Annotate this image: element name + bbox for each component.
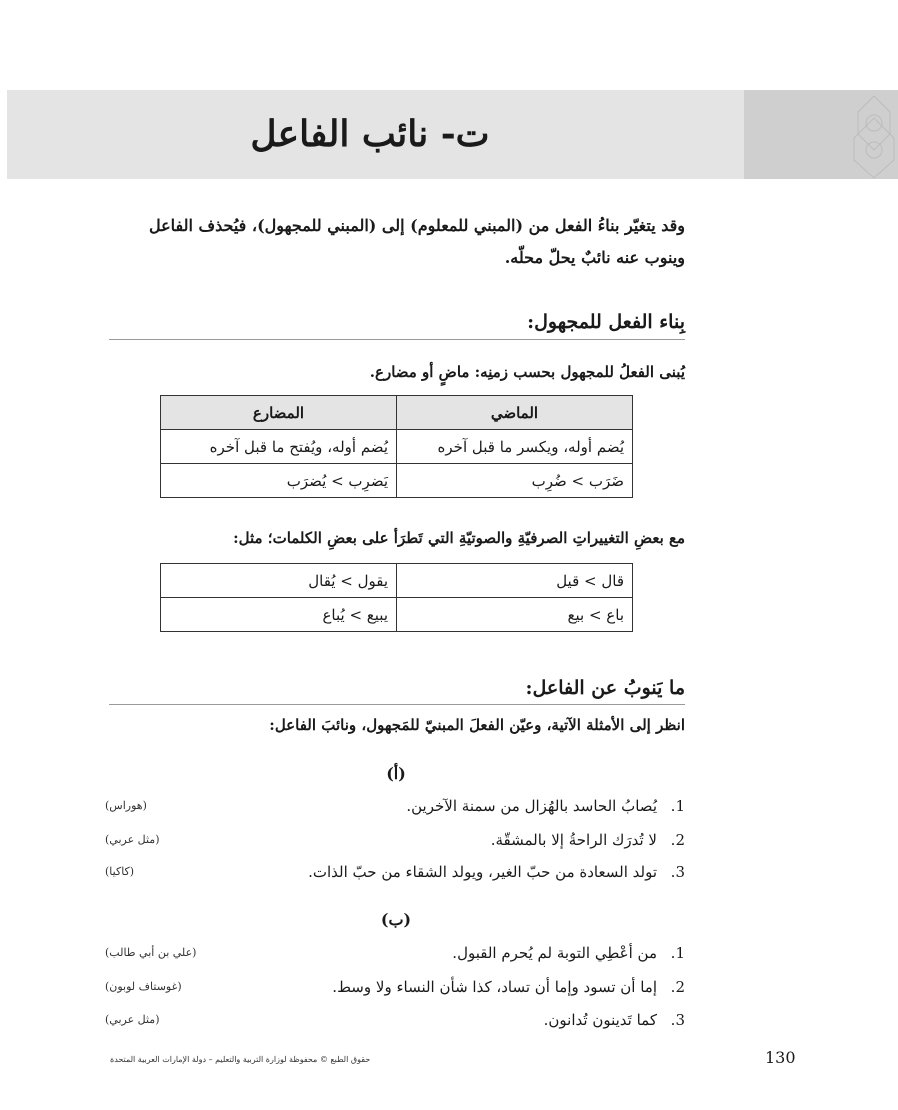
list-item	[105, 831, 685, 855]
table-row	[161, 464, 633, 498]
item-source: (مثل عربي)	[105, 1013, 160, 1026]
table-header-cell: المضارع	[161, 396, 397, 430]
list-item	[105, 978, 685, 1002]
item-text: من أعْطِي التوبة لم يُحرم القبول.	[452, 944, 657, 962]
table-cell: يُضم أوله، ويكسر ما قبل آخره	[397, 430, 633, 464]
lead-verb-tense: يُبنى الفعلُ للمجهول بحسب زمنِه: ماضٍ أو مضارع.	[369, 363, 685, 381]
item-text: إما أن تسود وإما أن تساد، كذا شأن النساء ولا وسط.	[332, 978, 657, 996]
ornament-icon	[850, 90, 898, 179]
group-a-label: (أ)	[386, 764, 406, 783]
table-header-row	[161, 396, 633, 430]
list-item	[105, 1011, 685, 1035]
item-number: 1.	[670, 797, 685, 815]
table-cell: باع > بيع	[397, 598, 633, 632]
section-heading-passive-verb: بِناء الفعل للمجهول:	[527, 311, 685, 333]
item-text: كما تَدينون تُدانون.	[543, 1011, 657, 1029]
intro-paragraph: وقد يتغيّر بناءُ الفعل من (المبني للمعلوم) إلى (المبني للمجهول)، فيُحذف الفاعل وينوب عنه نائبٌ يحلّ محلّه.	[149, 216, 685, 267]
item-number: 3.	[670, 863, 685, 881]
title-tab	[744, 90, 898, 179]
item-number: 2.	[670, 978, 685, 996]
table-cell: يبيع > يُباع	[161, 598, 397, 632]
item-number: 2.	[670, 831, 685, 849]
item-text: لا تُدرَك الراحةُ إلا بالمشقّة.	[490, 831, 657, 849]
item-text: تولد السعادة من حبّ الغير، ويولد الشقاء من حبّ الذات.	[308, 863, 657, 881]
section-divider	[109, 704, 685, 705]
table-cell: ضَرَب > ضُرِب	[397, 464, 633, 498]
section-divider	[109, 339, 685, 340]
table-header-cell: الماضي	[397, 396, 633, 430]
table-cell: يقول > يُقال	[161, 564, 397, 598]
lead-changes: مع بعضِ التغييراتِ الصرفيّةِ والصوتيّةِ التي تَطرَأ على بعضِ الكلمات؛ مثل:	[233, 529, 685, 547]
item-source: (غوستاف لوبون)	[105, 980, 182, 993]
item-source: (علي بن أبي طالب)	[105, 946, 197, 959]
table-cell: يَضرِب > يُضرَب	[161, 464, 397, 498]
item-source: (هوراس)	[105, 799, 147, 812]
table-row	[161, 430, 633, 464]
lead-examples: انظر إلى الأمثلة الآتية، وعيّن الفعلَ المبنيّ للمَجهول، ونائبَ الفاعل:	[269, 716, 685, 734]
list-item	[105, 797, 685, 821]
group-b-label: (ب)	[380, 910, 412, 929]
item-number: 1.	[670, 944, 685, 962]
item-text: يُصابُ الحاسد بالهُزال من سمنة الآخرين.	[406, 797, 657, 815]
table-row	[161, 598, 633, 632]
table-row	[161, 564, 633, 598]
item-number: 3.	[670, 1011, 685, 1029]
copyright-notice: حقوق الطبع © محفوظة لوزارة التربية والتعليم – دولة الإمارات العربية المتحدة	[110, 1055, 371, 1064]
lesson-title: ت- نائب الفاعل	[250, 113, 490, 155]
item-source: (مثل عربي)	[105, 833, 160, 846]
section-heading-subject-substitute: ما يَنوبُ عن الفاعل:	[525, 677, 685, 699]
item-source: (كاكيا)	[105, 865, 135, 878]
changes-table	[160, 563, 633, 632]
list-item	[105, 944, 685, 968]
tense-table	[160, 395, 633, 498]
page-number: 130	[765, 1048, 796, 1067]
table-cell: قال > قيل	[397, 564, 633, 598]
list-item	[105, 863, 685, 887]
table-cell: يُضم أوله، ويُفتح ما قبل آخره	[161, 430, 397, 464]
